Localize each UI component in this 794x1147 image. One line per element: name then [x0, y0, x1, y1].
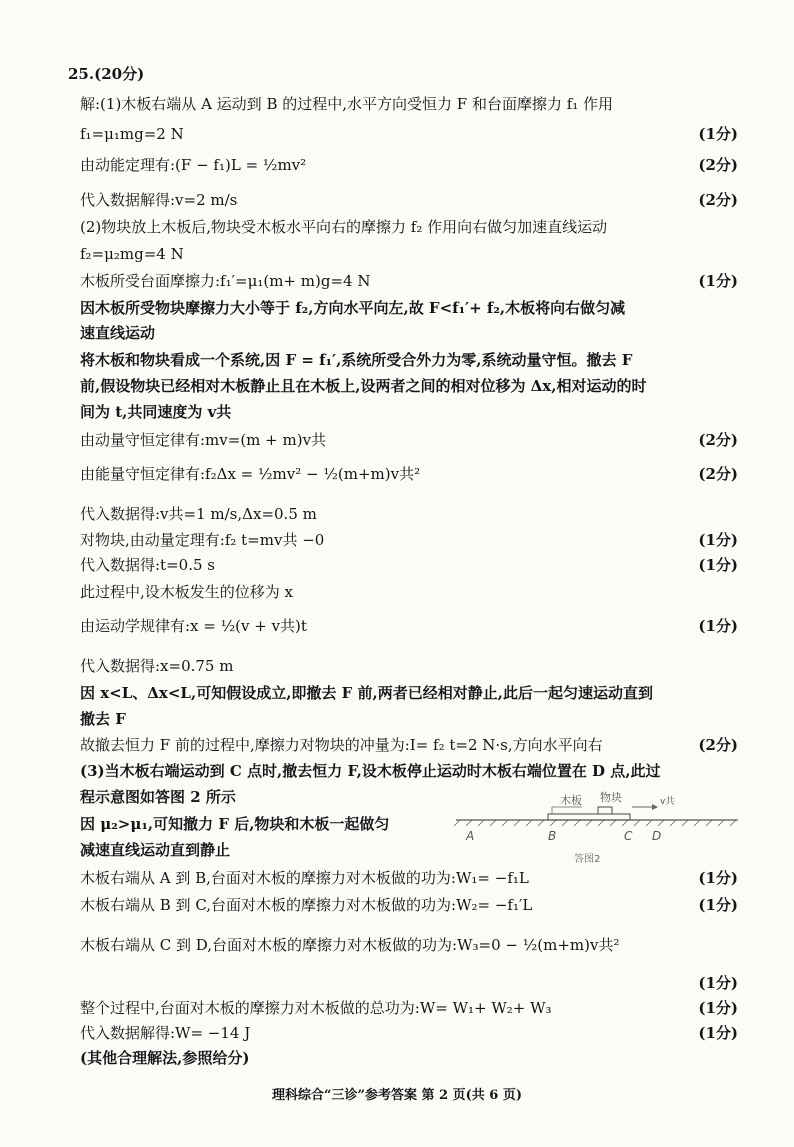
score-label: (1分) [698, 869, 738, 887]
point-d-label: D [652, 829, 662, 843]
solution-line: 由动量守恒定律有:mv=(m + m)v共 [80, 431, 327, 449]
solution-line: 因 μ₂>μ₁,可知撤力 F 后,物块和木板一起做匀 [80, 815, 390, 833]
score-label: (1分) [698, 272, 738, 290]
page-footer: 理科综合“三诊”参考答案 第 2 页(共 6 页) [272, 1088, 522, 1103]
score-label: (1分) [698, 556, 738, 574]
solution-line: f₁=μ₁mg=2 N [80, 125, 184, 143]
point-a-label: A [466, 829, 475, 843]
wooden-board [548, 814, 630, 820]
score-label: (1分) [698, 974, 738, 992]
solution-line: 木板右端从 A 到 B,台面对木板的摩擦力对木板做的功为:W₁= −f₁L [80, 869, 529, 887]
solution-line: 撤去 F [80, 710, 126, 728]
solution-line: (3)当木板右端运动到 C 点时,撤去恒力 F,设木板停止运动时木板右端位置在 D 点,此过 [80, 762, 661, 780]
solution-line: 代入数据解得:W= −14 J [80, 1024, 251, 1042]
solution-line: 整个过程中,台面对木板的摩擦力对木板做的总功为:W= W₁+ W₂+ W₃ [80, 999, 552, 1017]
solution-line: 代入数据得:v共=1 m/s,Δx=0.5 m [80, 505, 317, 523]
point-c-label: C [624, 829, 633, 843]
velocity-label: v共 [660, 797, 675, 807]
solution-line: 前,假设物块已经相对木板静止且在木板上,设两者之间的相对位移为 Δx,相对运动的时 [80, 377, 647, 395]
solution-line: 因木板所受物块摩擦力大小等于 f₂,方向水平向左,故 F<f₁′+ f₂,木板将向右做匀减 [80, 299, 626, 317]
solution-line: 此过程中,设木板发生的位移为 x [80, 583, 293, 601]
score-label: (2分) [698, 736, 738, 754]
solution-line: 木板右端从 C 到 D,台面对木板的摩擦力对木板做的功为:W₃=0 − ½(m+m)v共² [80, 936, 620, 954]
block-label: 物块 [600, 791, 622, 804]
motion-diagram [452, 788, 742, 868]
solution-line: 代入数据得:x=0.75 m [80, 657, 234, 675]
solution-line: 由动能定理有:(F − f₁)L = ½mv² [80, 156, 307, 174]
solution-note: (其他合理解法,参照给分) [80, 1049, 250, 1067]
score-label: (1分) [698, 617, 738, 635]
solution-line: 代入数据解得:v=2 m/s [80, 191, 238, 209]
score-label: (1分) [698, 125, 738, 143]
solution-line: 速直线运动 [80, 324, 156, 342]
score-label: (1分) [698, 531, 738, 549]
solution-line: (2)物块放上木板后,物块受木板水平向右的摩擦力 f₂ 作用向右做匀加速直线运动 [80, 218, 608, 236]
score-label: (2分) [698, 431, 738, 449]
point-b-label: B [548, 829, 557, 843]
solution-line: f₂=μ₂mg=4 N [80, 245, 184, 263]
solution-line: 故撤去恒力 F 前的过程中,摩擦力对物块的冲量为:I= f₂ t=2 N·s,方向水平向右 [80, 736, 603, 754]
solution-line: 代入数据得:t=0.5 s [80, 556, 215, 574]
solution-line: 程示意图如答图 2 所示 [80, 788, 236, 806]
solution-line: 减速直线运动直到静止 [80, 841, 231, 859]
solution-line: 因 x<L、Δx<L,可知假设成立,即撤去 F 前,两者已经相对静止,此后一起匀速运动直到 [80, 684, 653, 702]
score-label: (2分) [698, 465, 738, 483]
score-label: (2分) [698, 191, 738, 209]
solution-line: 解:(1)木板右端从 A 运动到 B 的过程中,水平方向受恒力 F 和台面摩擦力 f₁ 作用 [80, 95, 614, 113]
table-hatching [454, 820, 736, 826]
board-label: 木板 [560, 794, 582, 807]
question-header: 25.(20分) [68, 65, 145, 83]
solution-line: 由运动学规律有:x = ½(v + v共)t [80, 617, 307, 635]
solution-line: 木板所受台面摩擦力:f₁′=μ₁(m+ m)g=4 N [80, 272, 371, 290]
score-label: (1分) [698, 1024, 738, 1042]
score-label: (1分) [698, 896, 738, 914]
block [598, 807, 612, 814]
solution-line: 木板右端从 B 到 C,台面对木板的摩擦力对木板做的功为:W₂= −f₁′L [80, 896, 533, 914]
score-label: (1分) [698, 999, 738, 1017]
solution-line: 由能量守恒定律有:f₂Δx = ½mv² − ½(m+m)v共² [80, 465, 421, 483]
score-label: (2分) [698, 156, 738, 174]
figure-caption: 答图2 [574, 854, 601, 865]
solution-line: 将木板和物块看成一个系统,因 F = f₁′,系统所受合外力为零,系统动量守恒。撤去 F [80, 351, 633, 369]
solution-line: 对物块,由动量定理有:f₂ t=mv共 −0 [80, 531, 325, 549]
solution-line: 间为 t,共同速度为 v共 [80, 403, 232, 421]
